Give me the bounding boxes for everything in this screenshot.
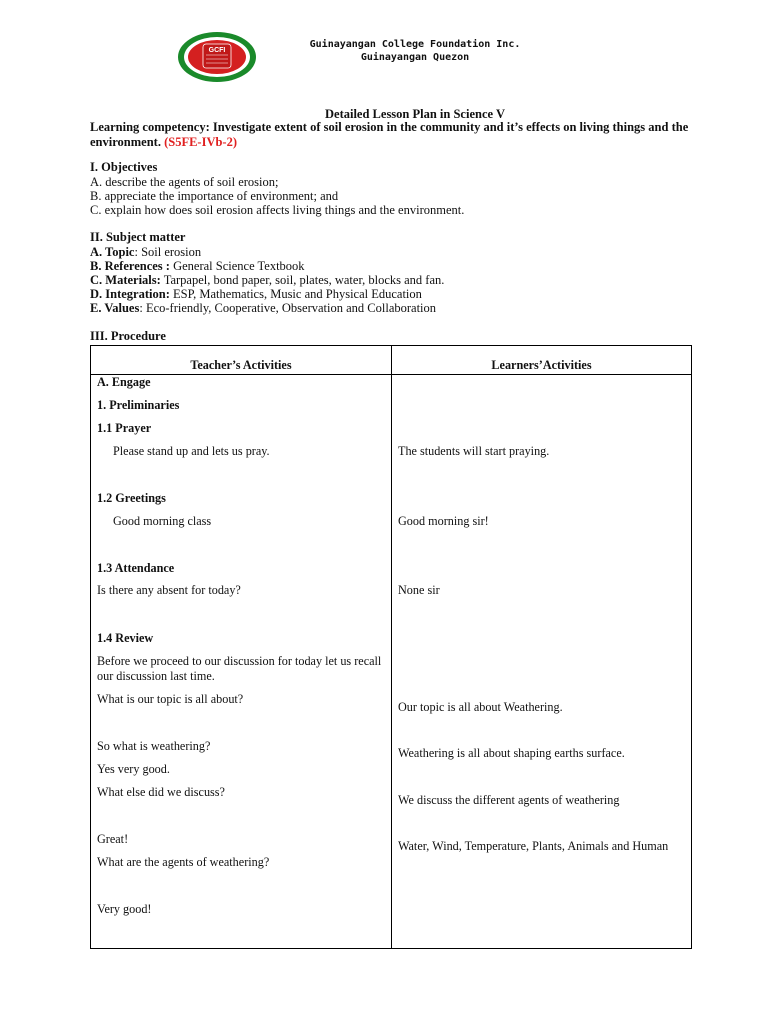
row-sep: : — [134, 245, 138, 259]
teacher-line: Very good! — [97, 902, 152, 916]
learner-line: Weathering is all about shaping earths surface. — [398, 746, 625, 760]
row-sep: : — [139, 301, 143, 315]
section-review: 1.4 Review — [97, 631, 154, 645]
learner-line: None sir — [398, 583, 440, 597]
teacher-line: What else did we discuss? — [97, 785, 225, 799]
learner-line: Good morning sir! — [398, 514, 489, 528]
teacher-line: Is there any absent for today? — [97, 583, 241, 597]
objective-item: C. explain how does soil erosion affects living things and the environment. — [90, 203, 465, 217]
learner-line: The students will start praying. — [398, 444, 550, 458]
subject-row-references — [90, 259, 305, 274]
school-header — [265, 38, 565, 64]
row-value: Tarpapel, bond paper, soil, plates, water, blocks and fan. — [160, 273, 445, 287]
subject-row-values — [90, 301, 436, 316]
row-value: General Science Textbook — [169, 259, 305, 273]
learner-activities-cell — [392, 375, 692, 949]
row-label: E. Values — [90, 301, 140, 315]
teacher-line: Good morning class — [113, 514, 212, 528]
row-value: ESP, Mathematics, Music and Physical Education — [169, 287, 422, 301]
teacher-line: What are the agents of weathering? — [97, 855, 270, 869]
procedure-table — [90, 345, 692, 949]
teacher-line: What is our topic is all about? — [97, 692, 244, 706]
learner-line: Water, Wind, Temperature, Plants, Animals and Human — [398, 839, 669, 853]
teacher-line: So what is weathering? — [97, 739, 211, 753]
section-attendance: 1.3 Attendance — [97, 561, 175, 575]
competency-code: (S5FE-IVb-2) — [164, 135, 237, 149]
row-label: B. References : — [90, 259, 170, 273]
row-label: A. Topic — [90, 245, 135, 259]
row-value: Soil erosion — [137, 245, 202, 259]
learner-line: Our topic is all about Weathering. — [398, 700, 563, 714]
document-title: Detailed Lesson Plan in Science V — [325, 107, 505, 121]
competency-text: Learning competency: Investigate extent of soil erosion in the community and it’s effects on living things and the environment. — [90, 120, 689, 149]
school-location: Guinayangan Quezon — [360, 52, 470, 63]
teacher-line: Great! — [97, 832, 129, 846]
objective-item: B. appreciate the importance of environment; and — [90, 189, 339, 203]
school-logo — [177, 31, 257, 83]
subject-row-materials — [90, 273, 444, 288]
section-prayer: 1.1 Prayer — [97, 421, 152, 435]
row-label: C. Materials: — [90, 273, 161, 287]
learning-competency — [90, 120, 690, 150]
subject-row-topic — [90, 245, 201, 260]
school-name: Guinayangan College Foundation Inc. — [309, 39, 521, 50]
teacher-line: Yes very good. — [97, 762, 170, 776]
column-header-learner: Learners’Activities — [392, 346, 692, 375]
logo-text: GCFI — [208, 47, 226, 54]
row-value: Eco-friendly, Cooperative, Observation and Collaboration — [142, 301, 437, 315]
teacher-activities-cell — [91, 375, 392, 949]
subject-matter-heading: II. Subject matter — [90, 230, 186, 244]
subject-row-integration — [90, 287, 422, 302]
section-preliminaries: 1. Preliminaries — [97, 398, 180, 412]
procedure-heading: III. Procedure — [90, 329, 166, 343]
section-engage: A. Engage — [97, 375, 151, 389]
learner-line: We discuss the different agents of weathering — [398, 793, 620, 807]
section-greetings: 1.2 Greetings — [97, 491, 166, 505]
teacher-line: Before we proceed to our discussion for today let us recall our discussion last time. — [97, 654, 382, 683]
row-label: D. Integration: — [90, 287, 170, 301]
objectives-heading: I. Objectives — [90, 160, 158, 174]
teacher-line: Please stand up and lets us pray. — [113, 444, 270, 458]
objective-item: A. describe the agents of soil erosion; — [90, 175, 279, 189]
column-header-teacher: Teacher’s Activities — [91, 346, 392, 375]
